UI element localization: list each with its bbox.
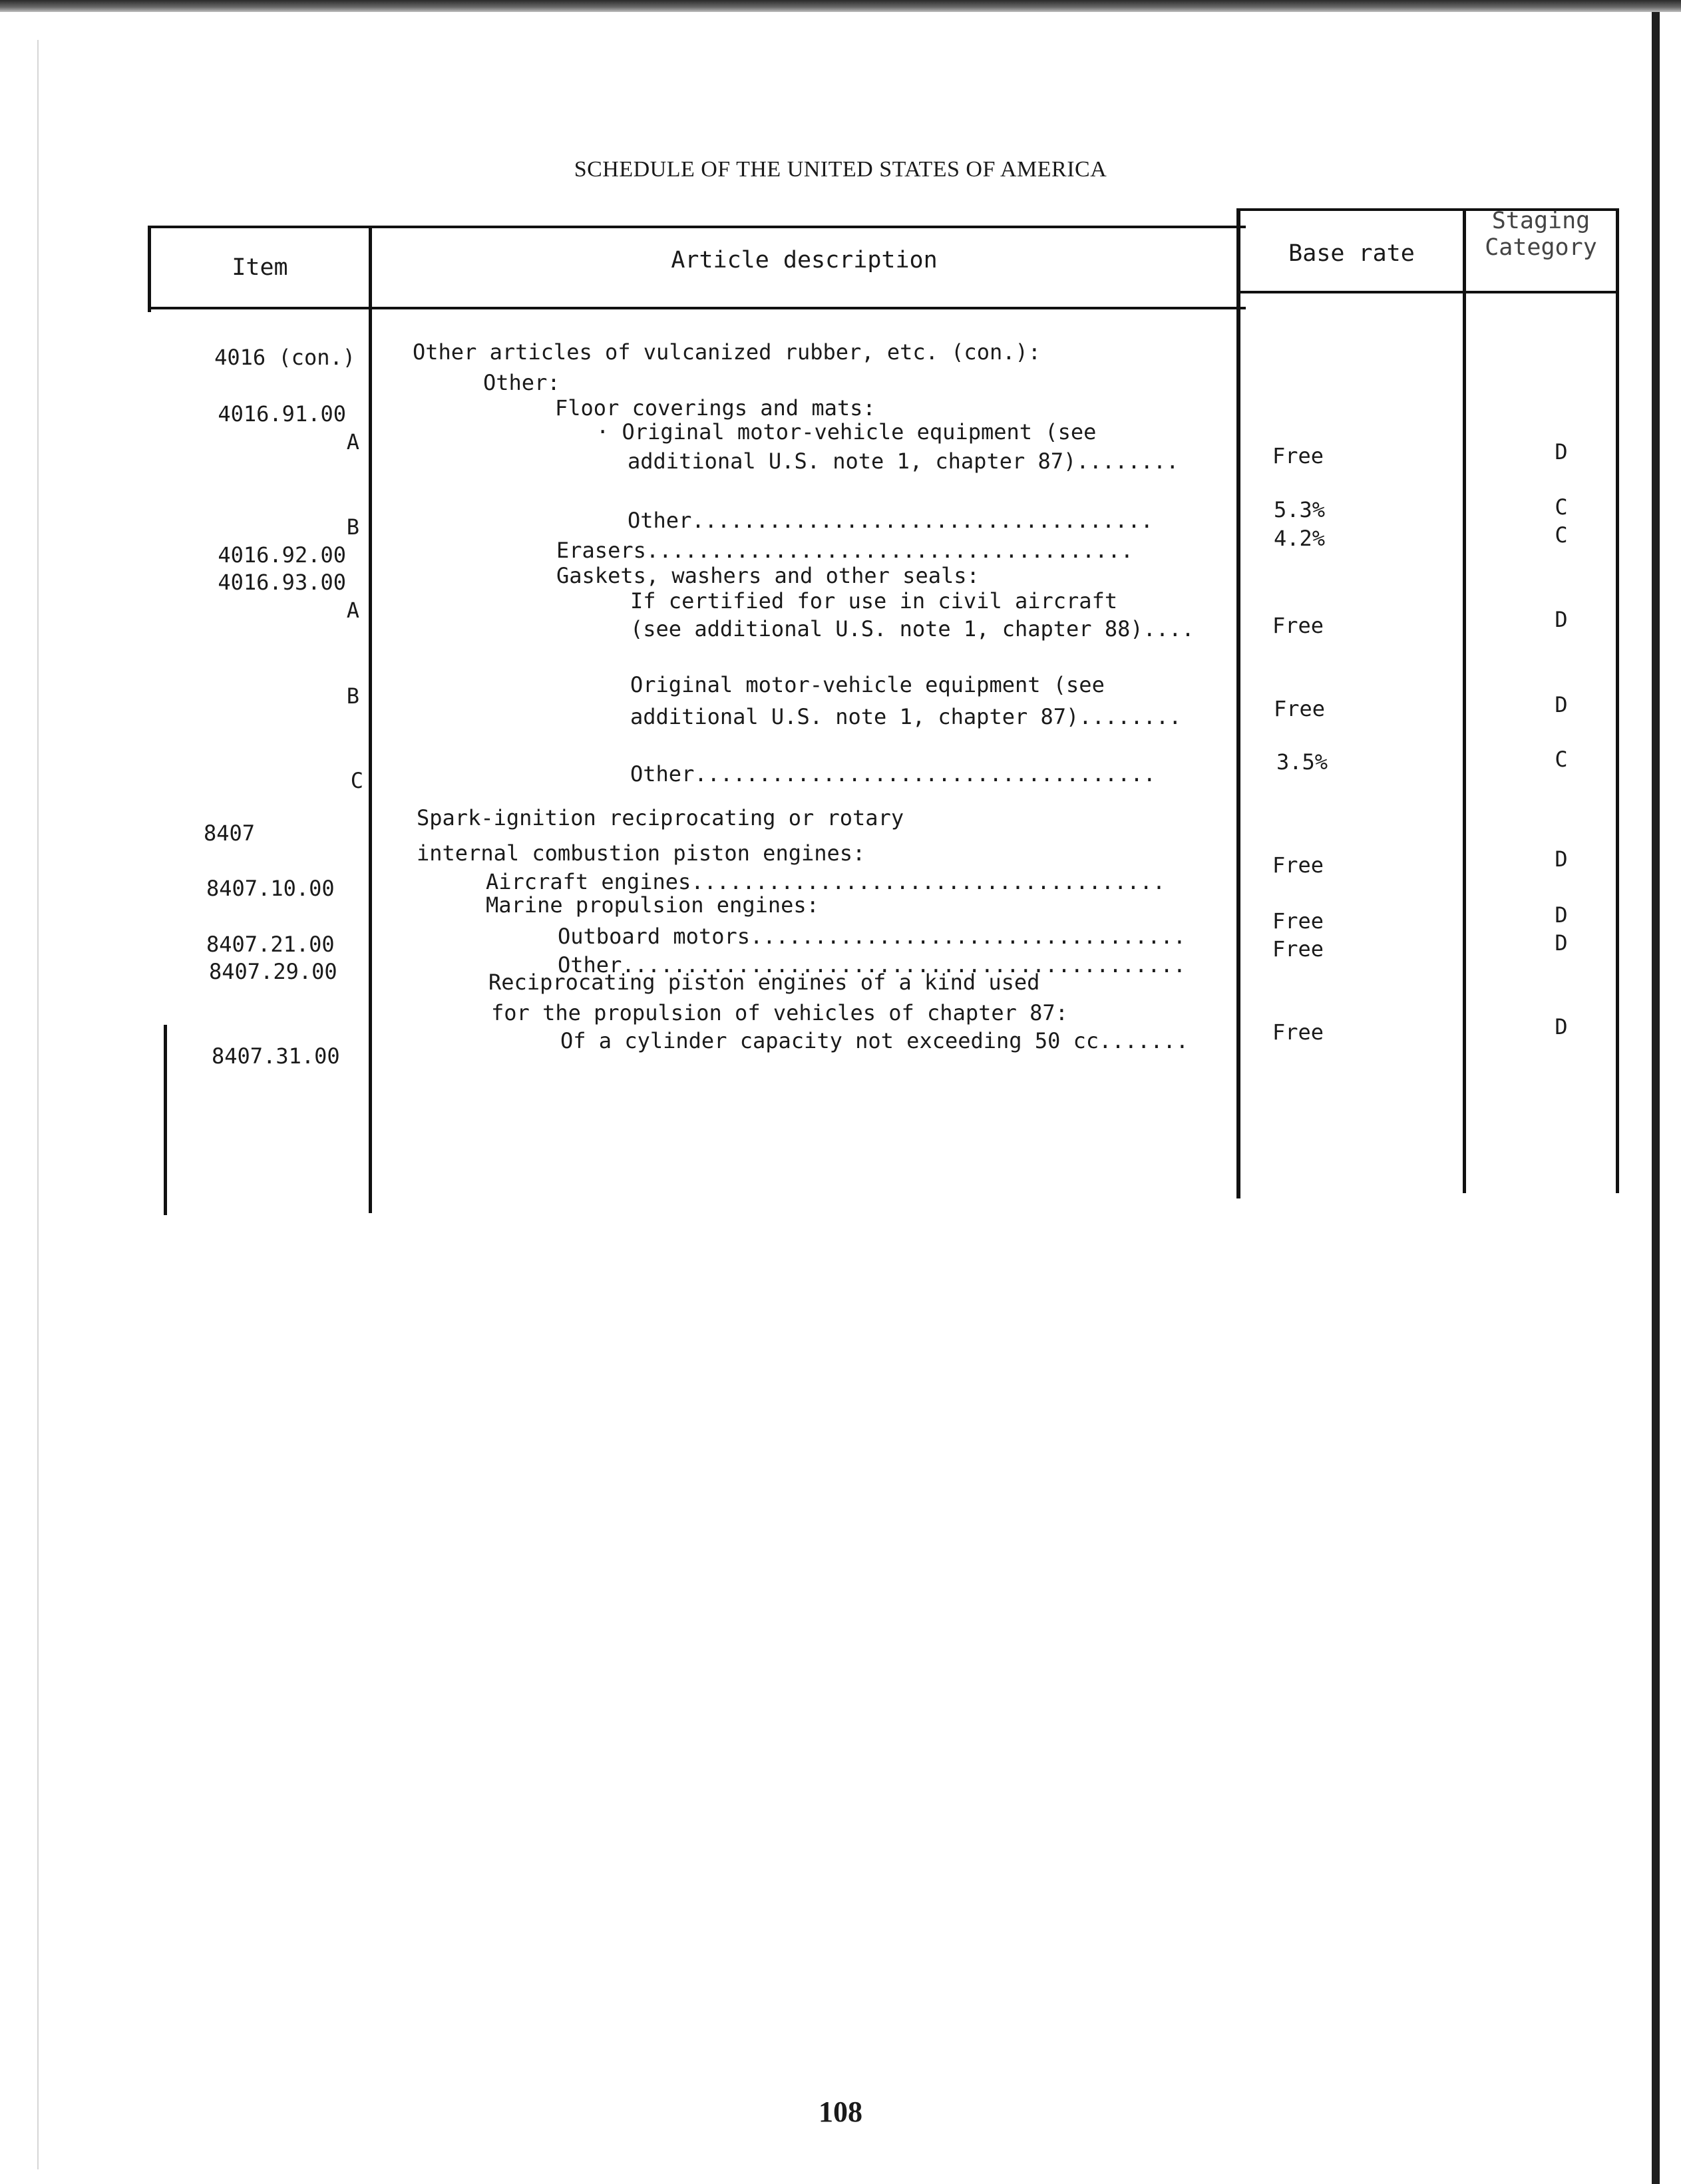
staging-category: C [1555, 522, 1568, 548]
staging-category: D [1555, 1014, 1568, 1039]
header-item: Item [232, 254, 288, 281]
article-description: Reciprocating piston engines of a kind used [488, 970, 1040, 995]
item-code: 4016.91.00 [218, 401, 346, 427]
article-description: If certified for use in civil aircraft [630, 588, 1118, 614]
item-code: C [350, 768, 363, 793]
staging-category: C [1555, 747, 1568, 772]
col-divider-description [1236, 208, 1240, 1198]
header-base-rate: Base rate [1288, 240, 1415, 267]
table-left-border-lower [164, 1025, 167, 1215]
col-divider-rate [1463, 208, 1466, 1193]
base-rate: Free [1274, 696, 1326, 721]
article-description: Of a cylinder capacity not exceeding 50 cc....... [560, 1028, 1189, 1053]
article-description: Marine propulsion engines: [486, 892, 819, 918]
base-rate: Free [1272, 908, 1324, 934]
col-divider-item [369, 226, 372, 1213]
article-description: Aircraft engines..................................... [486, 869, 1166, 894]
base-rate: Free [1272, 443, 1324, 468]
header-staging-category [1466, 208, 1616, 261]
article-description: Other articles of vulcanized rubber, etc. (con.): [413, 339, 1041, 365]
article-description: Spark-ignition reciprocating or rotary [417, 805, 904, 830]
item-code: 8407.31.00 [212, 1043, 340, 1069]
header-staging-line2: Category [1485, 234, 1597, 261]
base-rate: Free [1272, 613, 1324, 638]
item-code: A [346, 429, 359, 455]
schedule-title: SCHEDULE OF THE UNITED STATES OF AMERICA [574, 157, 1107, 182]
table-header-divider-right [1236, 291, 1617, 293]
article-description: Outboard motors.................................. [558, 924, 1187, 949]
article-description: Gaskets, washers and other seals: [556, 563, 980, 588]
article-description: Floor coverings and mats: [555, 395, 876, 421]
staging-category: D [1555, 607, 1568, 632]
item-code: 4016.93.00 [218, 570, 346, 595]
header-article-description: Article description [671, 247, 938, 273]
article-description: additional U.S. note 1, chapter 87)........ [630, 704, 1182, 729]
item-code: 4016.92.00 [218, 542, 346, 568]
scan-edge-right [1652, 12, 1660, 2184]
article-description: · Original motor-vehicle equipment (see [596, 419, 1097, 445]
article-description: Other: [483, 370, 560, 395]
base-rate: Free [1272, 936, 1324, 962]
scan-edge-top [0, 0, 1681, 12]
base-rate: 4.2% [1274, 526, 1326, 551]
item-code: 8407 [204, 820, 256, 846]
item-code: B [346, 683, 359, 709]
staging-category: D [1555, 930, 1568, 956]
base-rate: 5.3% [1274, 497, 1326, 522]
article-description: Original motor-vehicle equipment (see [630, 672, 1105, 697]
header-staging-line1: Staging [1491, 208, 1590, 234]
scan-edge-left [37, 40, 39, 2169]
base-rate: Free [1272, 852, 1324, 878]
base-rate: Free [1272, 1019, 1324, 1045]
page-number: 108 [819, 2095, 862, 2128]
article-description: Other............................................ [558, 952, 1187, 978]
article-description: Other.................................... [630, 761, 1156, 787]
article-description: (see additional U.S. note 1, chapter 88).... [630, 616, 1195, 641]
article-description: Erasers...................................... [556, 538, 1133, 563]
article-description: additional U.S. note 1, chapter 87)........ [628, 449, 1179, 474]
staging-category: D [1555, 692, 1568, 717]
article-description: internal combustion piston engines: [417, 840, 866, 866]
item-code: B [346, 514, 359, 540]
item-code: 4016 (con.) [214, 345, 355, 370]
staging-category: C [1555, 494, 1568, 520]
table-header-divider [148, 307, 1246, 309]
item-code: A [346, 598, 359, 623]
table-right-border [1616, 208, 1619, 1193]
item-code: 8407.10.00 [206, 876, 335, 901]
staging-category: D [1555, 846, 1568, 872]
staging-category: D [1555, 902, 1568, 928]
staging-category: D [1555, 439, 1568, 464]
item-code: 8407.21.00 [206, 932, 335, 957]
article-description: Other.................................... [628, 508, 1153, 533]
table-top-border [148, 226, 1246, 228]
article-description: for the propulsion of vehicles of chapter 87: [491, 1000, 1068, 1025]
item-code: 8407.29.00 [209, 959, 337, 984]
base-rate: 3.5% [1276, 749, 1328, 775]
